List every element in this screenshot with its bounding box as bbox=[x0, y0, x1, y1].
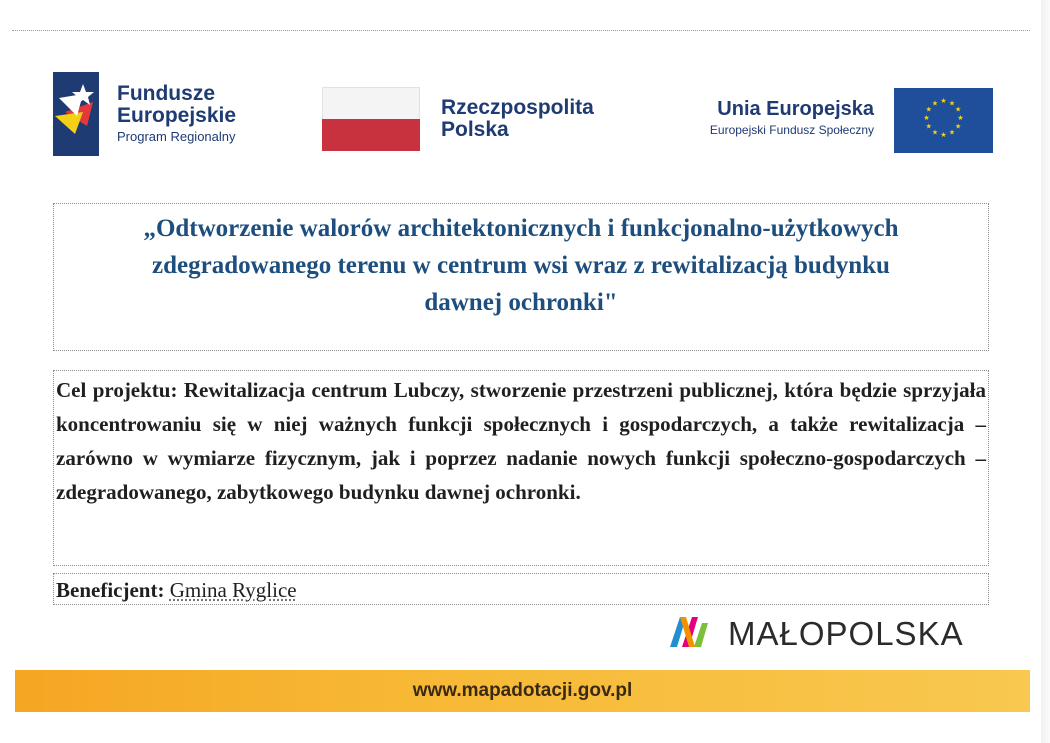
top-dotted-rule bbox=[12, 30, 1030, 31]
svg-text:★: ★ bbox=[955, 105, 962, 114]
goal-label: Cel projektu: bbox=[56, 378, 178, 402]
rzeczpospolita-line2: Polska bbox=[441, 118, 509, 141]
svg-text:★: ★ bbox=[940, 97, 947, 105]
footer-bar bbox=[15, 670, 1030, 712]
eu-flag-icon bbox=[894, 88, 993, 153]
unia-line1: Unia Europejska bbox=[717, 98, 874, 120]
polish-flag-icon bbox=[322, 87, 420, 151]
rzeczpospolita-text bbox=[441, 97, 594, 141]
project-goal bbox=[56, 373, 986, 509]
fundusze-line2: Europejskie bbox=[117, 104, 237, 127]
beneficiary-box bbox=[53, 573, 989, 605]
unia-line2: Europejski Fundusz Społeczny bbox=[709, 123, 874, 137]
svg-text:★: ★ bbox=[931, 128, 939, 137]
svg-text:★: ★ bbox=[925, 105, 932, 114]
goal-text: Rewitalizacja centrum Lubczy, stworzenie przestrzeni publicznej, która będzie sprzyjała koncentrowaniu się w niej ważnych funkcji społecznych i gospodarczych, a także rewitalizacja – zarówno w wymiarze fizycznym, jak i poprzez nadanie nowych funkcji społeczno-gospodarczych – zdegradowanego, zabytkowego budynku dawnej ochronki. bbox=[56, 378, 986, 504]
beneficiary bbox=[56, 576, 297, 604]
fundusze-europejskie-logo-icon bbox=[53, 72, 99, 156]
fundusze-europejskie-text bbox=[117, 83, 236, 146]
svg-text:★: ★ bbox=[948, 128, 956, 137]
title-line3: dawnej ochronki" bbox=[424, 289, 618, 316]
title-line1: „Odtworzenie walorów architektonicznych i funkcjonalno-użytkowych bbox=[143, 215, 899, 242]
svg-text:★: ★ bbox=[955, 122, 962, 131]
fundusze-line3: Program Regionalny bbox=[117, 129, 236, 144]
svg-text:★: ★ bbox=[948, 99, 956, 108]
malopolska-logo-icon bbox=[668, 613, 716, 649]
malopolska-text: MAŁOPOLSKA bbox=[728, 615, 964, 652]
scan-edge bbox=[1041, 0, 1050, 743]
project-goal-box bbox=[53, 370, 989, 566]
svg-text:★: ★ bbox=[940, 131, 947, 139]
rzeczpospolita-line1: Rzeczpospolita bbox=[441, 96, 594, 119]
svg-text:★: ★ bbox=[925, 122, 932, 131]
project-title bbox=[54, 210, 988, 321]
project-title-box bbox=[53, 203, 989, 351]
footer-url[interactable]: www.mapadotacji.gov.pl bbox=[412, 680, 633, 701]
svg-text:★: ★ bbox=[957, 114, 964, 122]
beneficiary-label: Beneficjent: bbox=[56, 578, 165, 602]
svg-text:★: ★ bbox=[923, 114, 930, 122]
fundusze-line1: Fundusze bbox=[117, 82, 215, 105]
unia-europejska-text bbox=[710, 97, 874, 139]
title-line2: zdegradowanego terenu w centrum wsi wraz z rewitalizacją budynku bbox=[152, 252, 890, 279]
beneficiary-value: Gmina Ryglice bbox=[169, 578, 297, 602]
svg-text:★: ★ bbox=[931, 99, 939, 108]
